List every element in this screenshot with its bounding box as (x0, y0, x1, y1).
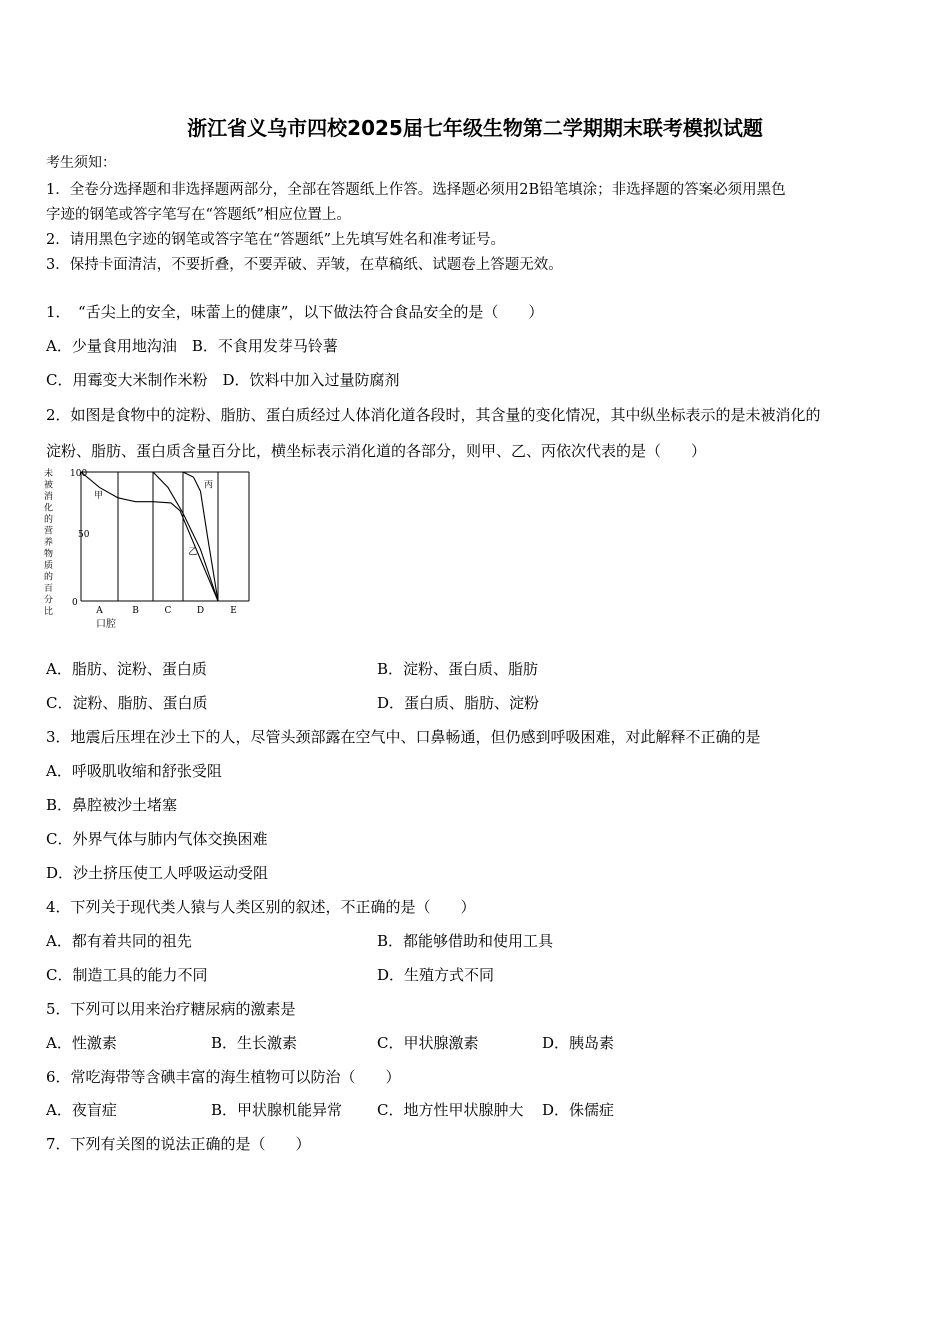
option: A．都有着共同的祖先 (46, 932, 192, 950)
option: B．都能够借助和使用工具 (377, 932, 554, 950)
y-label-char: 化 (44, 503, 54, 514)
x-tick-label: D (196, 606, 205, 616)
y-label-char: 的 (44, 515, 54, 525)
option: A．脂肪、淀粉、蛋白质 (46, 660, 207, 678)
x-tick-label: A (96, 606, 103, 616)
y-label-char: 分 (44, 595, 54, 606)
option: A．少量食用地沟油 B．不食用发芽马铃薯 (46, 337, 338, 355)
notice-item: 字迹的钢笔或答字笔写在“答题纸”相应位置上。 (46, 207, 351, 223)
notice-item: 2．请用黑色字迹的钢笔或答字笔在“答题纸”上先填写姓名和准考证号。 (46, 232, 506, 248)
y-label-char: 百 (44, 584, 54, 594)
y-tick-label: 100 (70, 469, 88, 479)
question-stem: 淀粉、脂肪、蛋白质含量百分比，横坐标表示消化道的各部分，则甲、乙、丙依次代表的是（ ） (46, 442, 707, 460)
option: A．性激素 (46, 1034, 117, 1052)
question-stem: 7．下列有关图的说法正确的是（ ） (46, 1135, 311, 1153)
option: C．地方性甲状腺肿大 (377, 1101, 524, 1119)
question-stem: 6．常吃海带等含碘丰富的海生植物可以防治（ ） (46, 1068, 401, 1086)
x-tick-label: E (230, 606, 237, 616)
y-label-char: 质 (44, 561, 54, 571)
y-label-char: 营 (44, 526, 54, 537)
y-label-char: 被 (44, 480, 54, 491)
option: B．甲状腺机能异常 (211, 1101, 343, 1119)
y-label-char: 养 (44, 538, 54, 548)
series-label: 丙 (204, 480, 214, 491)
option: D．胰岛素 (542, 1034, 615, 1052)
x-sublabel: 口腔 (96, 619, 116, 630)
y-tick-label: 0 (72, 598, 78, 608)
option: C．淀粉、脂肪、蛋白质 (46, 694, 208, 712)
option: A．夜盲症 (46, 1101, 117, 1119)
question-stem: 3．地震后压埋在沙土下的人，尽管头颈部露在空气中、口鼻畅通，但仍感到呼吸困难，对此解释不正确的是 (46, 728, 761, 746)
y-label-char: 的 (44, 572, 54, 583)
page-title: 浙江省义乌市四校2025届七年级生物第二学期期末联考模拟试题 (187, 116, 763, 140)
option: B．生长激素 (211, 1034, 298, 1052)
option: D．沙土挤压使工人呼吸运动受阻 (46, 864, 269, 882)
option: D．蛋白质、脂肪、淀粉 (377, 694, 540, 712)
option: B．鼻腔被沙土堵塞 (46, 796, 178, 814)
series-line-丙 (183, 472, 218, 601)
series-line-乙 (153, 472, 218, 601)
option: C．用霉变大米制作米粉 D．饮料中加入过量防腐剂 (46, 371, 400, 389)
question-stem: 5．下列可以用来治疗糖尿病的激素是 (46, 1000, 296, 1018)
y-label-char: 未 (44, 469, 54, 479)
option: C．甲状腺激素 (377, 1034, 479, 1052)
option: D．生殖方式不同 (377, 966, 495, 984)
y-tick-label: 50 (78, 530, 90, 540)
notice-item: 3．保持卡面清洁，不要折叠，不要弄破、弄皱，在草稿纸、试题卷上答题无效。 (46, 257, 563, 273)
question-stem: 1． “舌尖上的安全，味蕾上的健康”，以下做法符合食品安全的是（ ） (46, 303, 544, 321)
notice-item: 1．全卷分选择题和非选择题两部分，全部在答题纸上作答。选择题必须用2B铅笔填涂；非选择题的答案必须用黑色 (46, 182, 786, 198)
question-stem: 2．如图是食物中的淀粉、脂肪、蛋白质经过人体消化道各段时，其含量的变化情况，其中纵坐标表示的是未被消化的 (46, 406, 821, 424)
option: C．制造工具的能力不同 (46, 966, 208, 984)
chart-ylabel (44, 467, 53, 617)
option: B．淀粉、蛋白质、脂肪 (377, 660, 539, 678)
option: A．呼吸肌收缩和舒张受阻 (46, 762, 222, 780)
series-label: 甲 (93, 490, 103, 501)
y-label-char: 比 (44, 607, 54, 617)
x-tick-label: B (132, 606, 139, 616)
option: D．侏儒症 (542, 1101, 615, 1119)
notice-heading: 考生须知： (46, 155, 116, 171)
x-tick-label: C (164, 606, 172, 616)
y-label-char: 物 (44, 549, 54, 560)
series-label: 乙 (188, 547, 198, 558)
option: C．外界气体与肺内气体交换困难 (46, 830, 268, 848)
y-label-char: 消 (44, 492, 54, 502)
question-stem: 4．下列关于现代类人猿与人类区别的叙述，不正确的是（ ） (46, 898, 476, 916)
digestion-chart (40, 462, 260, 632)
